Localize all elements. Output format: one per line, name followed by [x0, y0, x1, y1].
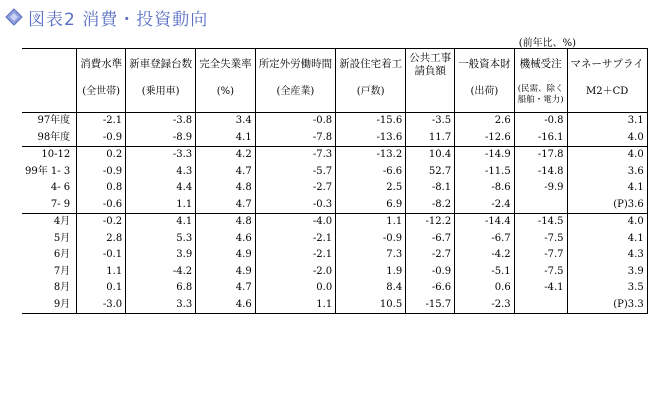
table-cell: 4.6	[196, 297, 256, 314]
table-cell: -14.5	[514, 214, 567, 231]
row-label: 6月	[22, 247, 77, 264]
table-cell: 6.8	[126, 280, 196, 297]
table-cell: 4.4	[126, 180, 196, 197]
title-bar	[6, 4, 208, 30]
table-row	[22, 247, 647, 264]
row-label: 7- 9	[22, 197, 77, 214]
table-cell: 4.9	[196, 247, 256, 264]
table-cell: 10.4	[406, 147, 455, 164]
row-label: 99年 1- 3	[22, 164, 77, 181]
header-row	[22, 49, 647, 83]
table-cell: -9.9	[514, 180, 567, 197]
column-subheader: (%)	[196, 82, 256, 113]
table-row	[22, 297, 647, 314]
column-subheader	[406, 82, 455, 113]
unit-note: (前年比、%)	[518, 38, 576, 49]
table-cell: -2.1	[77, 113, 126, 130]
table-cell: -2.1	[255, 231, 336, 248]
row-label: 5月	[22, 231, 77, 248]
table-cell: 4.0	[567, 214, 647, 231]
table-cell: 3.6	[567, 164, 647, 181]
table-cell: 0.1	[77, 280, 126, 297]
table-cell: -2.7	[255, 180, 336, 197]
table-cell: -4.0	[255, 214, 336, 231]
table-cell: -17.8	[514, 147, 567, 164]
table-cell: -0.2	[77, 214, 126, 231]
table-cell: -2.4	[455, 197, 515, 214]
table-cell: 1.1	[126, 197, 196, 214]
table-body	[22, 113, 647, 314]
table-cell: -0.9	[406, 264, 455, 281]
table-row	[22, 180, 647, 197]
table-cell: -8.2	[406, 197, 455, 214]
column-subheader: (全世帯)	[77, 82, 126, 113]
table-cell: 4.6	[196, 231, 256, 248]
row-label: 97年度	[22, 113, 77, 130]
table-cell: 0.2	[77, 147, 126, 164]
column-header: 新設住宅着工	[336, 49, 406, 83]
table-row	[22, 164, 647, 181]
row-label: 4月	[22, 214, 77, 231]
row-label: 8月	[22, 280, 77, 297]
table-cell: 1.1	[255, 297, 336, 314]
table-cell: 3.1	[567, 113, 647, 130]
column-subheader: (乗用車)	[126, 82, 196, 113]
table-cell: 1.9	[336, 264, 406, 281]
table-cell: 1.1	[77, 264, 126, 281]
column-header: マネーサプライ	[567, 49, 647, 83]
table-cell: -5.1	[455, 264, 515, 281]
table-cell: 4.7	[196, 197, 256, 214]
table-row	[22, 130, 647, 147]
table-cell: -4.2	[126, 264, 196, 281]
table-cell: -4.2	[455, 247, 515, 264]
row-label: 9月	[22, 297, 77, 314]
table-cell: -8.6	[455, 180, 515, 197]
table-cell: (P)3.3	[567, 297, 647, 314]
table-cell: -0.3	[255, 197, 336, 214]
table-cell: -0.9	[336, 231, 406, 248]
table-cell: -15.6	[336, 113, 406, 130]
column-header: 完全失業率	[196, 49, 256, 83]
data-table	[22, 48, 648, 314]
column-subheader: (戸数)	[336, 82, 406, 113]
table-cell: -0.8	[514, 113, 567, 130]
table-cell: (P)3.6	[567, 197, 647, 214]
table-cell: -0.9	[77, 164, 126, 181]
table-cell: 4.8	[196, 180, 256, 197]
table-row	[22, 231, 647, 248]
table-cell: 4.1	[567, 231, 647, 248]
table-row	[22, 113, 647, 130]
table-cell: 2.5	[336, 180, 406, 197]
table-row	[22, 197, 647, 214]
table-cell: -6.6	[336, 164, 406, 181]
table-cell	[514, 197, 567, 214]
table-cell: -2.0	[255, 264, 336, 281]
page-title: 図表2 消費・投資動向	[28, 9, 209, 30]
table-cell: -0.9	[77, 130, 126, 147]
table-cell: -2.7	[406, 247, 455, 264]
table-cell: -5.7	[255, 164, 336, 181]
table-cell: -3.8	[126, 113, 196, 130]
column-header: 機械受注	[514, 49, 567, 83]
table-cell: 4.1	[196, 130, 256, 147]
column-subheader: (民需、除く 船舶・電力)	[514, 82, 567, 113]
table-cell: 4.1	[567, 180, 647, 197]
table-cell: -3.0	[77, 297, 126, 314]
table-cell: 4.3	[126, 164, 196, 181]
table-cell: 0.8	[77, 180, 126, 197]
table-cell: 3.9	[126, 247, 196, 264]
table-cell: 4.3	[567, 247, 647, 264]
table-cell: -7.7	[514, 247, 567, 264]
table-cell: -2.1	[255, 247, 336, 264]
column-subheader: (出荷)	[455, 82, 515, 113]
table-cell: 3.9	[567, 264, 647, 281]
subheader-corner	[22, 82, 77, 113]
table-cell: -13.6	[336, 130, 406, 147]
table-cell: -0.6	[77, 197, 126, 214]
column-header: 一般資本財	[455, 49, 515, 83]
table-cell: -6.6	[406, 280, 455, 297]
table-cell: -6.7	[455, 231, 515, 248]
column-subheader: M2＋CD	[567, 82, 647, 113]
table-cell: 11.7	[406, 130, 455, 147]
table-cell: -0.8	[255, 113, 336, 130]
table-cell: -7.5	[514, 264, 567, 281]
table-cell: 4.0	[567, 147, 647, 164]
column-header: 所定外労働時間	[255, 49, 336, 83]
column-header: 消費水準	[77, 49, 126, 83]
header-corner	[22, 49, 77, 83]
table-cell: -14.4	[455, 214, 515, 231]
table-cell: 3.5	[567, 280, 647, 297]
table-cell: 4.9	[196, 264, 256, 281]
table-cell: -3.5	[406, 113, 455, 130]
table-row	[22, 147, 647, 164]
table-cell: 2.8	[77, 231, 126, 248]
table-cell: -14.9	[455, 147, 515, 164]
table-row	[22, 264, 647, 281]
table-cell: -6.7	[406, 231, 455, 248]
table-cell: 10.5	[336, 297, 406, 314]
table-cell: -15.7	[406, 297, 455, 314]
subheader-row	[22, 82, 647, 113]
table-cell: -0.1	[77, 247, 126, 264]
column-subheader: (全産業)	[255, 82, 336, 113]
row-label: 10-12	[22, 147, 77, 164]
table-cell: -14.8	[514, 164, 567, 181]
table-cell: 3.3	[126, 297, 196, 314]
table-cell: 5.3	[126, 231, 196, 248]
table-cell: -11.5	[455, 164, 515, 181]
table-cell: 4.1	[126, 214, 196, 231]
row-label: 4- 6	[22, 180, 77, 197]
table-cell: -7.8	[255, 130, 336, 147]
table-cell: -12.6	[455, 130, 515, 147]
table-cell: 4.0	[567, 130, 647, 147]
table-cell: 1.1	[336, 214, 406, 231]
table-cell: 4.2	[196, 147, 256, 164]
table-row	[22, 280, 647, 297]
table-cell: 3.4	[196, 113, 256, 130]
table-cell: -2.3	[455, 297, 515, 314]
table-cell: 6.9	[336, 197, 406, 214]
table-cell: -7.3	[255, 147, 336, 164]
table-cell: -13.2	[336, 147, 406, 164]
table-cell: -3.3	[126, 147, 196, 164]
table-cell: 52.7	[406, 164, 455, 181]
table-cell: 7.3	[336, 247, 406, 264]
row-label: 98年度	[22, 130, 77, 147]
table-cell: -12.2	[406, 214, 455, 231]
table-cell: 0.0	[255, 280, 336, 297]
table-cell: 4.7	[196, 164, 256, 181]
table-cell: 0.6	[455, 280, 515, 297]
diamond-icon	[6, 9, 22, 25]
table-row	[22, 214, 647, 231]
table-cell: -8.9	[126, 130, 196, 147]
table-cell: -8.1	[406, 180, 455, 197]
column-header: 公共工事 請負額	[406, 49, 455, 83]
table-cell: 4.7	[196, 280, 256, 297]
row-label: 7月	[22, 264, 77, 281]
table-cell: 8.4	[336, 280, 406, 297]
column-header: 新車登録台数	[126, 49, 196, 83]
table-cell	[514, 297, 567, 314]
table-cell: -16.1	[514, 130, 567, 147]
table-cell: 4.8	[196, 214, 256, 231]
table-cell: -4.1	[514, 280, 567, 297]
table-cell: -7.5	[514, 231, 567, 248]
table-cell: 2.6	[455, 113, 515, 130]
